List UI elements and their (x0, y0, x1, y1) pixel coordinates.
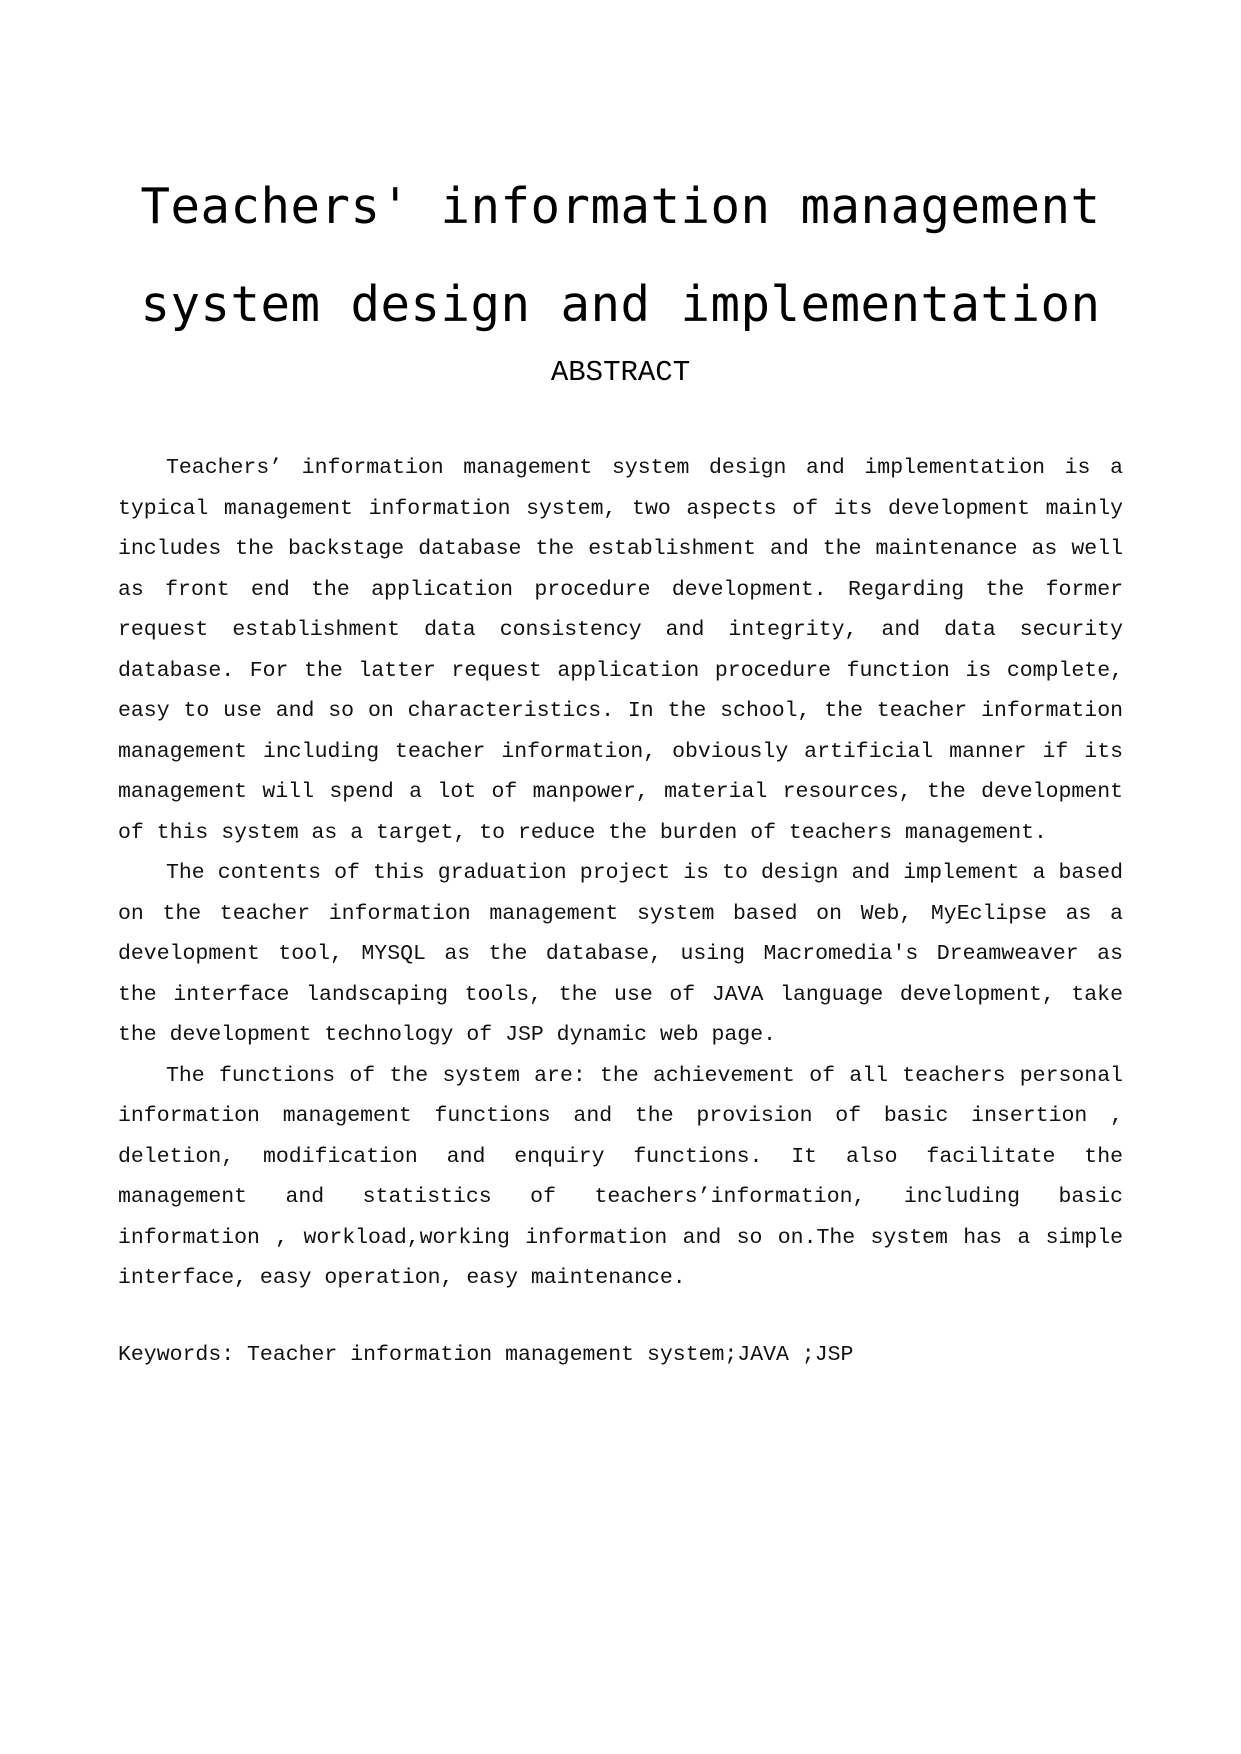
keywords-line: Keywords: Teacher information management system;JAVA ;JSP (118, 1343, 854, 1367)
document-title (0, 158, 1241, 354)
title-line-2: system design and implementation (140, 276, 1101, 333)
title-line-1: Teachers' information management (140, 178, 1101, 235)
abstract-body (118, 448, 1123, 1299)
abstract-paragraph-2: The contents of this graduation project is to design and implement a based on the teacher information management system based on Web, MyEclipse as a development tool, MYSQL as the database, using Macromedia's Dreamweaver as the interface landscaping tools, the use of JAVA language development, take the development technology of JSP dynamic web page. (118, 861, 1123, 1047)
abstract-heading: ABSTRACT (550, 356, 691, 389)
abstract-paragraph-3: The functions of the system are: the achievement of all teachers personal information management functions and the provision of basic insertion , deletion, modification and enquiry functions. It also facilitate the management and statistics of teachers’information, including basic information , workload,working information and so on.The system has a simple interface, easy operation, easy maintenance. (118, 1063, 1123, 1290)
abstract-paragraph-1: Teachers’ information management system design and implementation is a typical management information system, two aspects of its development mainly includes the backstage database the establishment and the maintenance as well as front end the application procedure development. Regarding the former request establishment data consistency and integrity, and data security database. For the latter request application procedure function is complete, easy to use and so on characteristics. In the school, the teacher information management including teacher information, obviously artificial manner if its management will spend a lot of manpower, material resources, the development of this system as a target, to reduce the burden of teachers management. (118, 456, 1123, 845)
